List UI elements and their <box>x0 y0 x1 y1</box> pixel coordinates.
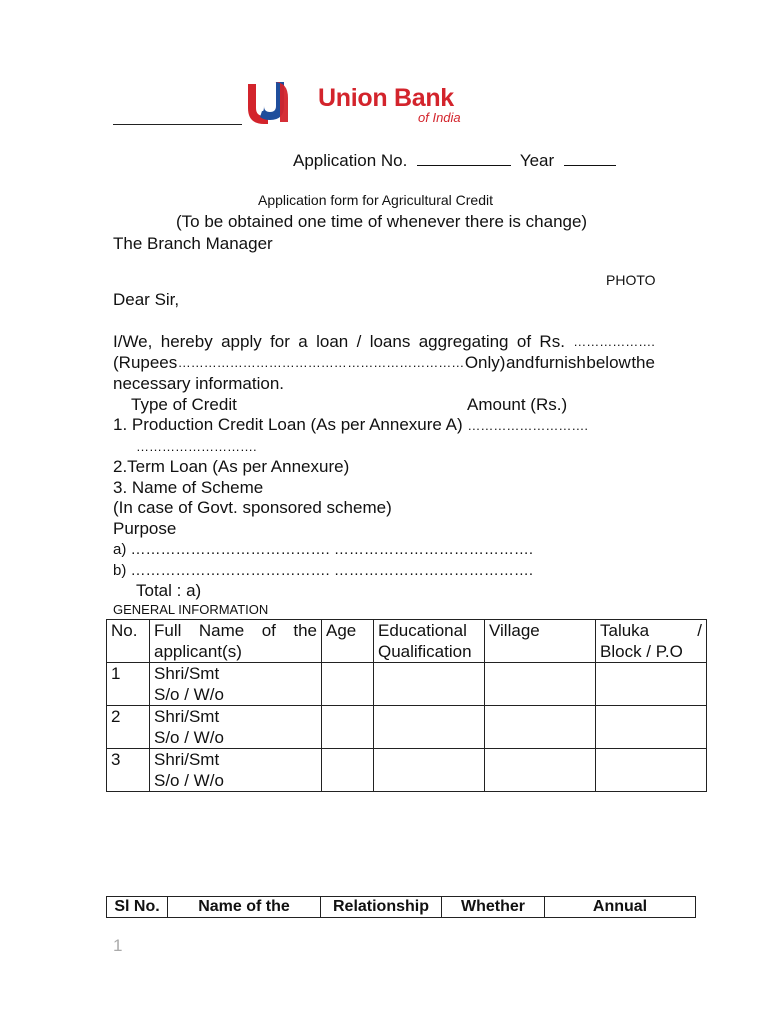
amount-dotted-field[interactable]: ………………. <box>573 334 655 349</box>
age-cell[interactable] <box>322 706 374 749</box>
table-row <box>107 663 707 706</box>
education-cell[interactable] <box>374 663 485 706</box>
shri-smt-label: Shri/Smt <box>154 707 220 726</box>
age-cell[interactable] <box>322 749 374 792</box>
word: Name <box>198 621 245 640</box>
word: Only) <box>464 353 506 372</box>
word: of <box>516 332 532 351</box>
word: furnish <box>534 353 586 372</box>
age-cell[interactable] <box>322 663 374 706</box>
header-sl-no: Sl No. <box>107 897 168 918</box>
row-no: 1 <box>107 663 150 706</box>
relation-table <box>106 896 696 918</box>
row-no: 3 <box>107 749 150 792</box>
word: the <box>293 621 317 640</box>
header-whether: Whether <box>442 897 545 918</box>
education-cell[interactable] <box>374 749 485 792</box>
village-cell[interactable] <box>485 706 596 749</box>
rupees-words-field[interactable]: ………………………………… <box>177 355 347 370</box>
purpose-a-field[interactable]: a) …………………………………. …………………………………. <box>113 541 534 558</box>
word: Taluka <box>600 621 650 640</box>
purpose-label: Purpose <box>113 519 177 538</box>
word: I/We, <box>113 332 153 351</box>
word: Full <box>154 621 182 640</box>
word: of <box>261 621 276 640</box>
header-taluka-line2: Block / P.O <box>600 642 683 661</box>
word: hereby <box>160 332 213 351</box>
logo-bank-sub: of India <box>418 110 461 125</box>
union-bank-logo-icon <box>240 78 300 128</box>
word: a <box>298 332 308 351</box>
row-no: 2 <box>107 706 150 749</box>
type-of-credit-label: Type of Credit <box>131 395 237 414</box>
table-header-row <box>107 897 696 918</box>
shri-smt-label: Shri/Smt <box>154 664 220 683</box>
production-credit-label: 1. Production Credit Loan (As per Annexure A) <box>113 415 463 434</box>
word: apply <box>221 332 262 351</box>
rupees-words-field-2[interactable]: ……………………… <box>347 355 465 370</box>
application-no-label: Application No. <box>293 151 408 170</box>
word: (Rupees <box>113 353 178 372</box>
word: the <box>631 353 655 372</box>
header-education-line2: Qualification <box>378 642 472 661</box>
logo-bank-name: Union Bank <box>318 84 454 112</box>
applicant-name-cell[interactable] <box>150 663 322 706</box>
header-taluka <box>596 620 707 663</box>
header-education-line1: Educational <box>378 621 467 640</box>
application-number-row <box>293 150 616 171</box>
form-note: (To be obtained one time of whenever there is change) <box>176 212 588 231</box>
applicant-name-cell[interactable] <box>150 706 322 749</box>
shri-smt-label: Shri/Smt <box>154 750 220 769</box>
table-row <box>107 706 707 749</box>
header-full-name <box>150 620 322 663</box>
header-education <box>374 620 485 663</box>
general-info-title: GENERAL INFORMATION <box>113 602 269 617</box>
purpose-b-field[interactable]: b) …………………………………. …………………………………. <box>113 562 534 579</box>
general-info-table <box>106 619 707 792</box>
header-name-of-the: Name of the <box>168 897 321 918</box>
header-no: No. <box>107 620 150 663</box>
word: / <box>356 332 362 351</box>
form-title: Application form for Agricultural Credit <box>258 192 493 208</box>
word: loans <box>369 332 411 351</box>
taluka-cell[interactable] <box>596 663 707 706</box>
credit-item-3-note: (In case of Govt. sponsored scheme) <box>113 498 392 517</box>
word: aggregating <box>418 332 509 351</box>
header-annual: Annual <box>545 897 696 918</box>
village-cell[interactable] <box>485 663 596 706</box>
production-credit-amount-field-2[interactable]: ………………………. <box>136 439 257 454</box>
education-cell[interactable] <box>374 706 485 749</box>
application-no-field[interactable] <box>417 150 511 166</box>
header-full-name-line1 <box>154 620 317 641</box>
body-line-2 <box>113 352 655 373</box>
total-label: Total : a) <box>136 581 202 600</box>
header-age: Age <box>322 620 374 663</box>
so-wo-label: S/o / W/o <box>154 771 224 790</box>
taluka-cell[interactable] <box>596 749 707 792</box>
production-credit-amount-field[interactable]: ………………………. <box>467 418 589 433</box>
header-relationship: Relationship <box>321 897 442 918</box>
photo-label: PHOTO <box>606 272 656 288</box>
word: / <box>697 621 702 640</box>
year-field[interactable] <box>564 150 616 166</box>
word: for <box>270 332 290 351</box>
word: and <box>505 353 535 372</box>
header-full-name-line2: applicant(s) <box>154 642 242 661</box>
year-label: Year <box>519 151 555 170</box>
word: Rs. <box>539 332 565 351</box>
word: below <box>586 353 631 372</box>
header-village: Village <box>485 620 596 663</box>
so-wo-label: S/o / W/o <box>154 685 224 704</box>
amount-label: Amount (Rs.) <box>467 395 568 414</box>
word: loan <box>316 332 349 351</box>
signature-line <box>113 124 242 125</box>
salutation: Dear Sir, <box>113 290 180 309</box>
so-wo-label: S/o / W/o <box>154 728 224 747</box>
credit-item-3: 3. Name of Scheme <box>113 478 264 497</box>
page-number: 1 <box>113 936 123 955</box>
header-taluka-line1 <box>600 620 702 641</box>
taluka-cell[interactable] <box>596 706 707 749</box>
body-line-3: necessary information. <box>113 374 285 393</box>
applicant-name-cell[interactable] <box>150 749 322 792</box>
village-cell[interactable] <box>485 749 596 792</box>
credit-item-1 <box>113 414 588 436</box>
credit-item-2: 2.Term Loan (As per Annexure) <box>113 457 350 476</box>
body-line-1 <box>113 331 655 352</box>
table-row <box>107 749 707 792</box>
table-header-row <box>107 620 707 663</box>
addressee: The Branch Manager <box>113 234 273 253</box>
